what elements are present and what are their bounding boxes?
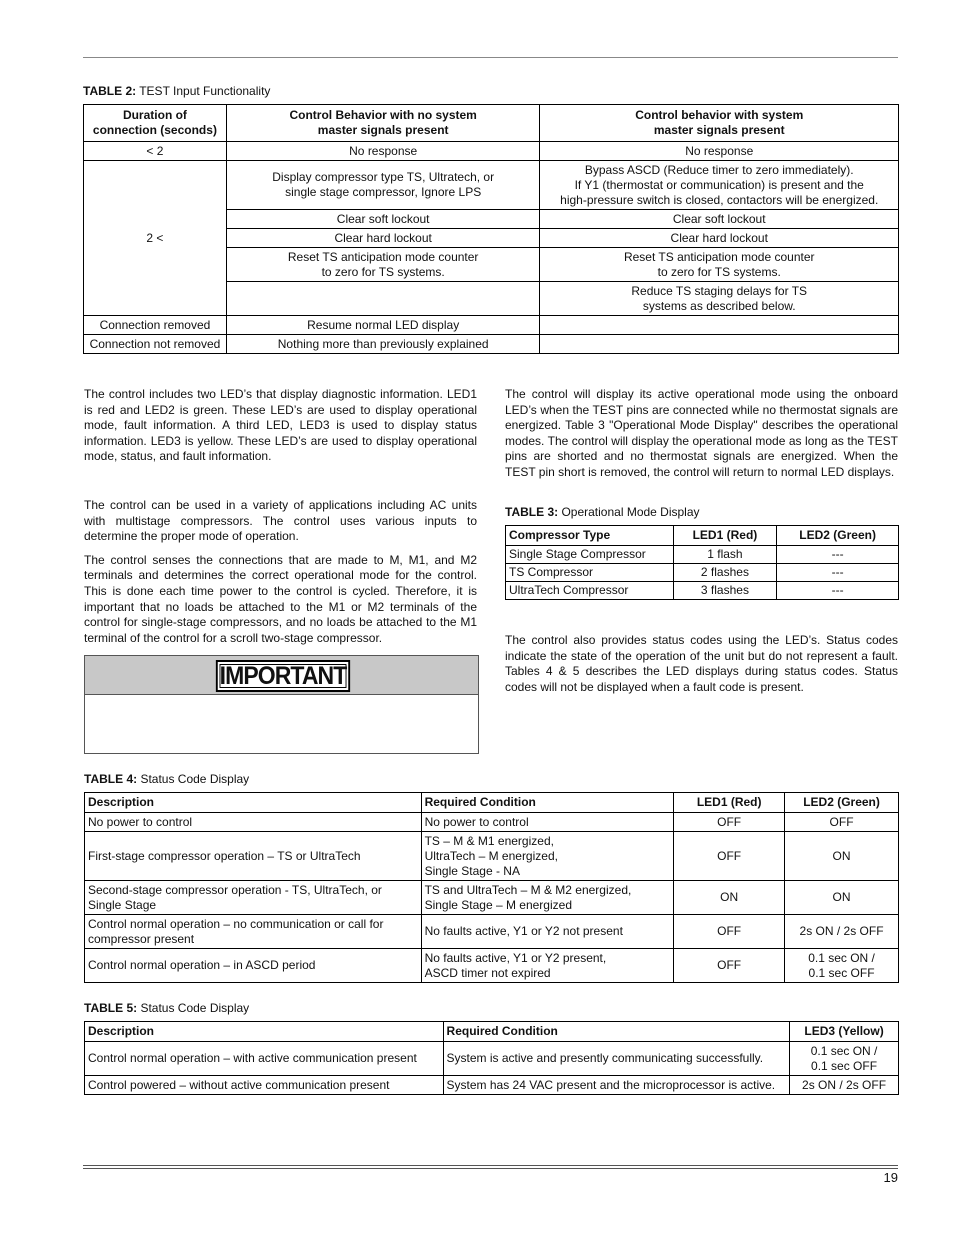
table4-header-description: Description xyxy=(85,793,422,813)
table-cell: Bypass ASCD (Reduce timer to zero immediately). If Y1 (thermostat or communication) is present and the high-pressure switch is closed, contactors will be energized. xyxy=(540,161,899,210)
table5-header-condition: Required Condition xyxy=(443,1022,790,1042)
table-row xyxy=(506,582,899,600)
table-cell: System has 24 VAC present and the microprocessor is active. xyxy=(443,1076,790,1095)
table-row xyxy=(85,881,899,915)
table-cell: Clear hard lockout xyxy=(540,229,899,248)
table-cell: ON xyxy=(785,881,899,915)
table-row xyxy=(85,915,899,949)
table-cell: --- xyxy=(777,582,899,600)
paragraph: The control senses the connections that are made to M, M1, and M2 terminals and determines the correct operational mode for the control. This is done each time power to the control is cycled. Therefore, it is important that no loads be attached to the M1 or M2 terminals of the control for single-stage compressors, and no loads be attached to the M1 terminal of the control for a scroll two-stage compressor. xyxy=(84,552,477,645)
important-notice-header xyxy=(85,656,478,695)
table-cell: OFF xyxy=(674,832,785,881)
footer-rule-bottom xyxy=(83,1168,898,1169)
table-cell xyxy=(540,335,899,354)
table-cell: TS Compressor xyxy=(506,564,674,582)
table-cell: Reduce TS staging delays for TS systems as described below. xyxy=(540,282,899,316)
table-cell: Control normal operation – no communication or call for compressor present xyxy=(85,915,422,949)
table-cell: 3 flashes xyxy=(673,582,777,600)
table-row xyxy=(506,564,899,582)
left-column-text xyxy=(84,387,477,654)
table-cell: 2 < xyxy=(84,161,227,316)
table-cell: 0.1 sec ON / 0.1 sec OFF xyxy=(785,949,899,983)
table-row xyxy=(84,335,899,354)
table-cell: Reset TS anticipation mode counter to zero for TS systems. xyxy=(226,248,540,282)
page-number: 19 xyxy=(883,1170,898,1185)
right-column-text-2 xyxy=(505,633,898,703)
table-cell: Control normal operation – in ASCD period xyxy=(85,949,422,983)
table2-caption: TABLE 2: TEST Input Functionality xyxy=(83,84,271,98)
table4-header-condition: Required Condition xyxy=(421,793,674,813)
table-cell: Reset TS anticipation mode counter to zero for TS systems. xyxy=(540,248,899,282)
table-cell: First-stage compressor operation – TS or UltraTech xyxy=(85,832,422,881)
table2-header-with-master: Control behavior with system master signals present xyxy=(540,105,899,142)
table-row xyxy=(85,832,899,881)
table-cell: Second-stage compressor operation - TS, UltraTech, or Single Stage xyxy=(85,881,422,915)
right-column-text-1 xyxy=(505,387,898,489)
table4-header-led1: LED1 (Red) xyxy=(674,793,785,813)
table4 xyxy=(84,792,899,983)
table3-header-led1: LED1 (Red) xyxy=(673,526,777,546)
table-row xyxy=(506,546,899,564)
table-cell: 2 flashes xyxy=(673,564,777,582)
table-cell: OFF xyxy=(674,915,785,949)
table-cell: No faults active, Y1 or Y2 present, ASCD timer not expired xyxy=(421,949,674,983)
table-cell: --- xyxy=(777,546,899,564)
paragraph: The control will display its active operational mode using the onboard LED’s when the TEST pins are connected while no thermostat signals are energized. Table 3 "Operational Mode Display" describes the operational modes. The control will display the operational mode as long as the TEST pins are shorted and no thermostat signals are energized. When the TEST pin short is removed, the control will return to normal LED displays. xyxy=(505,387,898,479)
table-cell: Clear hard lockout xyxy=(226,229,540,248)
table5-header-led3: LED3 (Yellow) xyxy=(790,1022,899,1042)
table2-header-no-master: Control Behavior with no system master signals present xyxy=(226,105,540,142)
table-cell: Display compressor type TS, Ultratech, or single stage compressor, Ignore LPS xyxy=(226,161,540,210)
table-cell: No faults active, Y1 or Y2 not present xyxy=(421,915,674,949)
table-cell: Connection not removed xyxy=(84,335,227,354)
table-cell: OFF xyxy=(674,949,785,983)
important-label: IMPORTANT xyxy=(216,660,350,692)
table-cell: OFF xyxy=(785,813,899,832)
table-cell: 1 flash xyxy=(673,546,777,564)
table-row xyxy=(85,1042,899,1076)
table-cell: UltraTech Compressor xyxy=(506,582,674,600)
table-cell: 2s ON / 2s OFF xyxy=(790,1076,899,1095)
table-cell: Control normal operation – with active communication present xyxy=(85,1042,444,1076)
table-cell: No power to control xyxy=(421,813,674,832)
table-cell: 0.1 sec ON / 0.1 sec OFF xyxy=(790,1042,899,1076)
table-cell: 2s ON / 2s OFF xyxy=(785,915,899,949)
table-cell: TS – M & M1 energized, UltraTech – M energized, Single Stage - NA xyxy=(421,832,674,881)
table-cell: No response xyxy=(226,142,540,161)
table-row xyxy=(85,1076,899,1095)
table-cell: Nothing more than previously explained xyxy=(226,335,540,354)
table-cell: Control powered – without active communication present xyxy=(85,1076,444,1095)
table-row xyxy=(84,161,899,210)
paragraph: The control includes two LED’s that display diagnostic information. LED1 is red and LED2 is green. These LED’s are used to display operational mode, fault information. A third LED, LED3 is used to display status information. LED3 is yellow. These LED’s are used to display operational mode, status, and fault information. xyxy=(84,387,477,464)
table-row xyxy=(84,316,899,335)
table-cell: --- xyxy=(777,564,899,582)
important-notice-box xyxy=(84,655,479,754)
table5-caption: TABLE 5: Status Code Display xyxy=(84,1001,250,1015)
table-cell: Single Stage Compressor xyxy=(506,546,674,564)
table-cell: TS and UltraTech – M & M2 energized, Single Stage – M energized xyxy=(421,881,674,915)
table3-header-compressor-type: Compressor Type xyxy=(506,526,674,546)
paragraph: The control can be used in a variety of applications including AC units with multistage compressors. The control uses various inputs to determine the proper mode of operation. xyxy=(84,497,477,544)
table-cell: OFF xyxy=(674,813,785,832)
table-cell: Resume normal LED display xyxy=(226,316,540,335)
table-cell: ON xyxy=(674,881,785,915)
table4-header-led2: LED2 (Green) xyxy=(785,793,899,813)
top-rule xyxy=(83,57,898,58)
table-row xyxy=(85,949,899,983)
table-row xyxy=(85,813,899,832)
table3-header-led2: LED2 (Green) xyxy=(777,526,899,546)
table-row xyxy=(84,142,899,161)
table-cell: No response xyxy=(540,142,899,161)
table-cell: < 2 xyxy=(84,142,227,161)
table-cell xyxy=(226,282,540,316)
table-cell: Clear soft lockout xyxy=(226,210,540,229)
table5 xyxy=(84,1021,899,1095)
table-cell: Connection removed xyxy=(84,316,227,335)
table-cell xyxy=(540,316,899,335)
table-cell: No power to control xyxy=(85,813,422,832)
table3-caption: TABLE 3: Operational Mode Display xyxy=(505,505,700,519)
table-cell: System is active and presently communicating successfully. xyxy=(443,1042,790,1076)
table-cell: Clear soft lockout xyxy=(540,210,899,229)
footer-rule-top xyxy=(83,1165,898,1166)
table3 xyxy=(505,525,899,600)
table4-caption: TABLE 4: Status Code Display xyxy=(84,772,250,786)
paragraph: The control also provides status codes using the LED’s. Status codes indicate the state of the operation of the unit but do not represent a fault. Tables 4 & 5 describes the LED displays during status codes. Status codes will not be displayed when a fault code is present. xyxy=(505,633,898,694)
table2 xyxy=(83,104,899,354)
table-cell: ON xyxy=(785,832,899,881)
table2-header-duration: Duration of connection (seconds) xyxy=(84,105,227,142)
table5-header-description: Description xyxy=(85,1022,444,1042)
